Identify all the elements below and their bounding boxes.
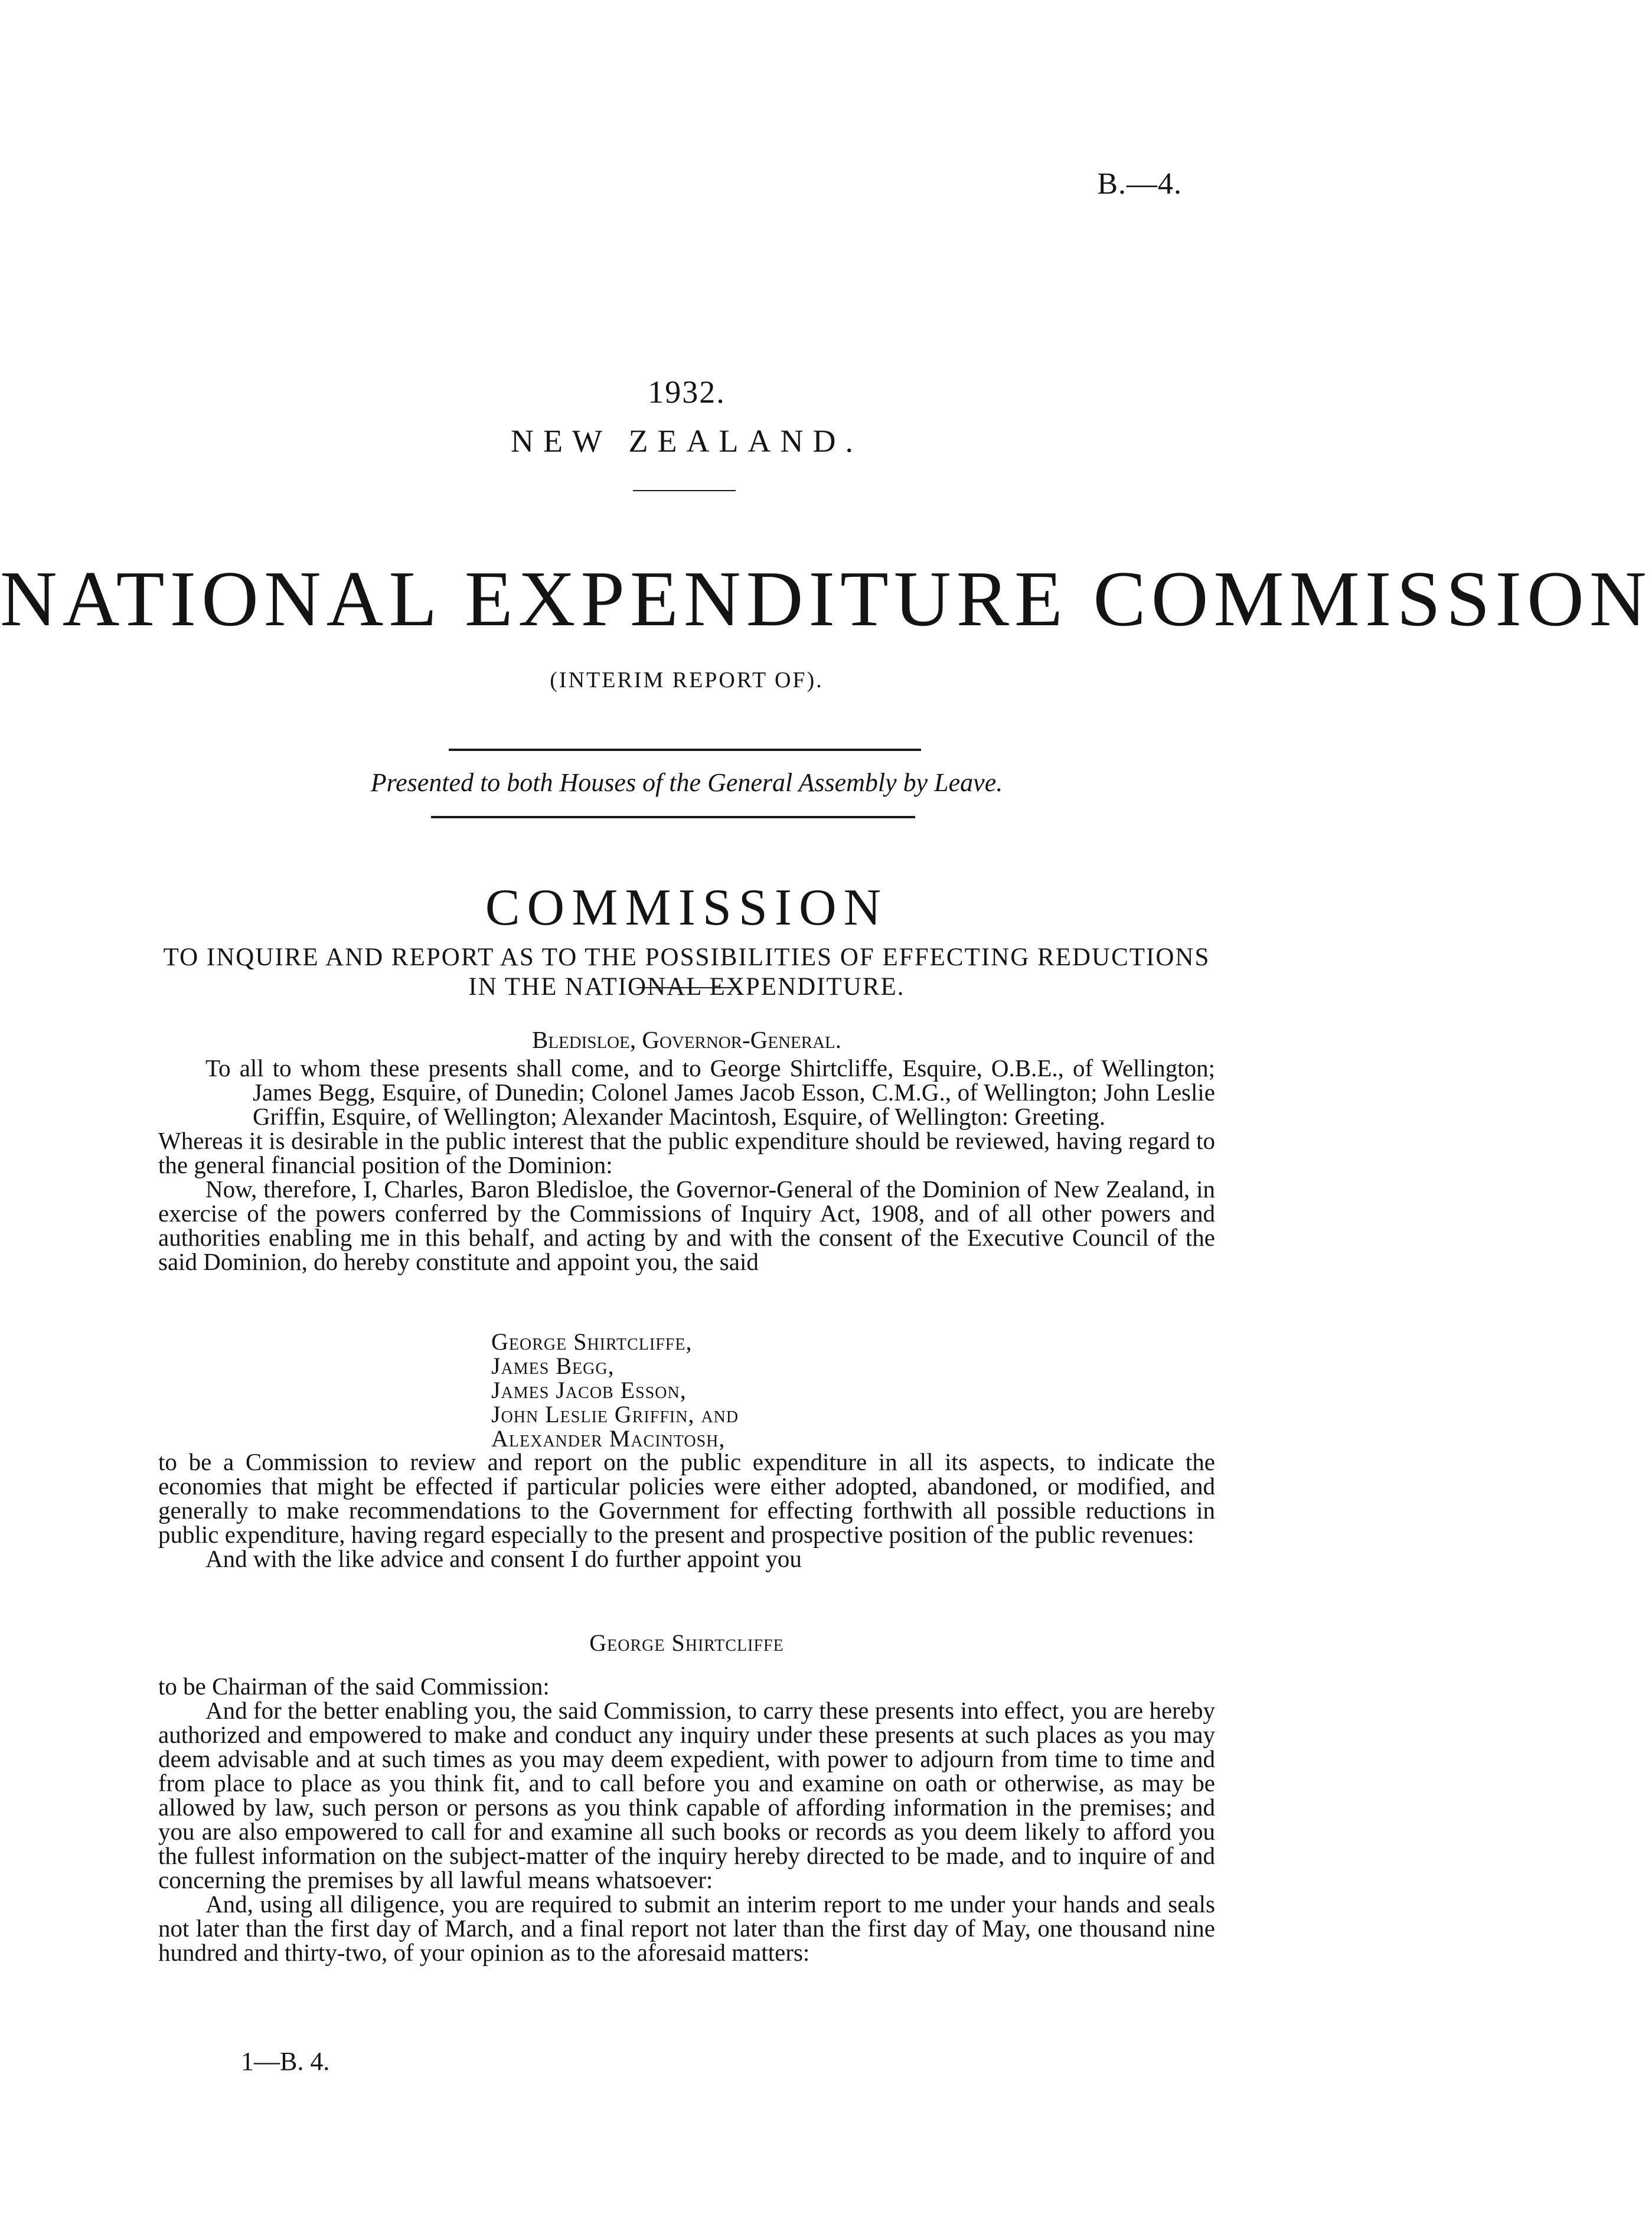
commission-body-top [158,1056,1215,1274]
year: 1932. [648,374,726,410]
footer-reference: 1—B. 4. [241,2047,330,2076]
divider [633,490,736,491]
document-reference: B.—4. [1097,167,1182,201]
diligence-paragraph: And, using all diligence, you are required to submit an interim report to me under your hands and seals not later than the first day of March, and a final report not later than the first day of May, one thousand nine hundred and thirty-two, of your opinion as to the aforesaid matters: [158,1890,1215,1966]
commissioner-name: James Begg, [491,1353,615,1379]
chairman-role-paragraph: to be Chairman of the said Commission: [158,1673,550,1700]
main-title: NATIONAL EXPENDITURE COMMISSION [0,555,1652,642]
better-enabling-paragraph: And for the better enabling you, the said Commission, to carry these presents into effect, you are hereby authorized and empowered to make and conduct any inquiry under these presents at such places as you may deem advisable and at such times as you may deem expedient, with power to adjourn from time to time and from place to place as you think fit, and to call before you and examine on oath or otherwise, as may be allowed by law, such person or persons as you think capable of affording information in the premises; and you are also empowered to call for and examine all such books or records as you deem likely to afford you the fullest information on the subject-matter of the inquiry hereby directed to be made, and to inquire of and concerning the premises by all lawful means whatsoever: [158,1697,1215,1893]
commissioner-name: James Jacob Esson, [491,1377,687,1403]
country: NEW ZEALAND. [511,423,863,459]
divider [636,987,739,988]
presented-line: Presented to both Houses of the General Assembly by Leave. [370,768,1003,797]
commission-body-bottom [158,1674,1215,1965]
chairman-name: George Shirtcliffe [589,1629,784,1656]
commissioner-name: John Leslie Griffin, and [491,1401,739,1428]
divider [449,749,921,751]
address-paragraph: To all to whom these presents shall come, and to George Shirtcliffe, Esquire, O.B.E., of Wellington; James Begg, Esquire, of Dunedin; Colonel James Jacob Esson, C.M.G., of Wellington; John Leslie Griffin, Esquire, of Wellington; Alexander Macintosh, Esquire, of Wellington: Greeting. [205,1054,1215,1130]
commission-heading: COMMISSION [485,879,889,936]
commission-body-middle [158,1450,1215,1571]
divider [431,816,915,818]
commission-purpose-paragraph: to be a Commission to review and report on the public expenditure in all its aspects, to indicate the economies that might be effected if particular policies were either adopted, abandoned, or modified, and generally to make recommendations to the Government for effecting forthwith all possible reductions in public expenditure, having regard especially to the present and prospective position of the public revenues: [158,1448,1215,1548]
whereas-paragraph: Whereas it is desirable in the public interest that the public expenditure should be reviewed, having regard to the general financial position of the Dominion: [158,1127,1215,1178]
like-advice-paragraph: And with the like advice and consent I do further appoint you [205,1545,802,1572]
commissioner-name: George Shirtcliffe, [491,1328,693,1355]
sub-title: (INTERIM REPORT OF). [550,668,824,693]
commissioner-name: Alexander Macintosh, [491,1425,726,1452]
commission-subheading: TO INQUIRE AND REPORT AS TO THE POSSIBILITIES OF EFFECTING REDUCTIONS IN THE NATIONAL EXPENDITURE. [163,943,1210,1001]
governor-signature-line: Bledisloe, Governor-General. [531,1026,842,1053]
commissioner-names [491,1330,739,1451]
now-therefore-paragraph: Now, therefore, I, Charles, Baron Bledisloe, the Governor-General of the Dominion of New Zealand, in exercise of the powers conferred by the Commissions of Inquiry Act, 1908, and of all other powers and authorities enabling me in this behalf, and acting by and with the consent of the Executive Council of the said Dominion, do hereby constitute and appoint you, the said [158,1175,1215,1275]
